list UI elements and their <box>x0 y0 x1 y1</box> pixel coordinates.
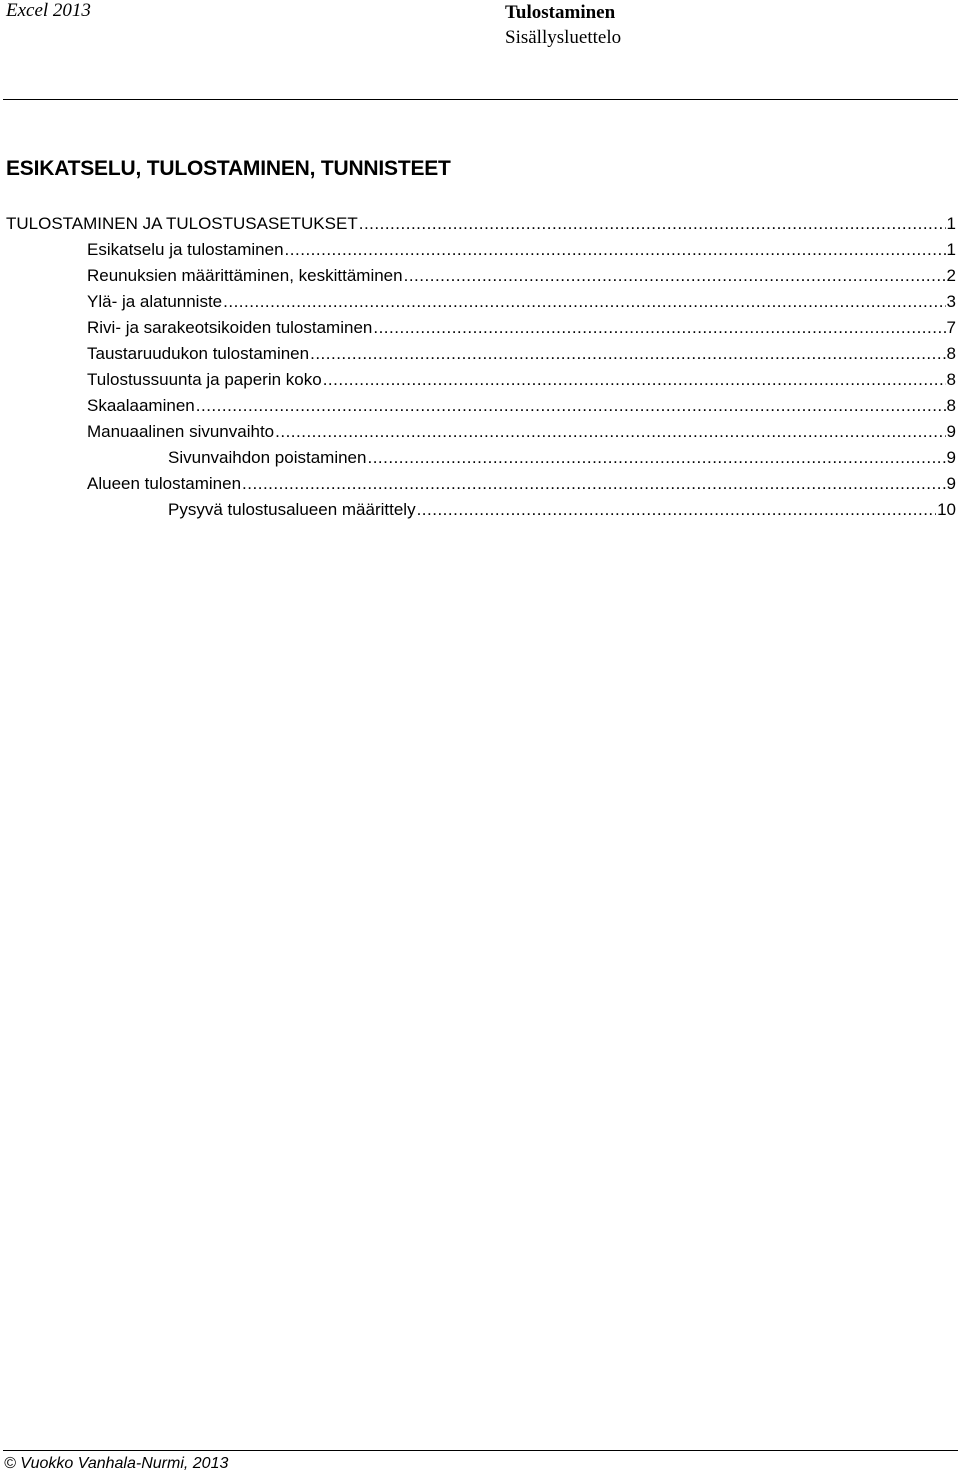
document-title: ESIKATSELU, TULOSTAMINEN, TUNNISTEET <box>6 157 451 180</box>
table-of-contents <box>0 211 956 523</box>
toc-dot-leader <box>275 419 945 445</box>
header-subtitle: Sisällysluettelo <box>505 27 622 48</box>
toc-entry[interactable] <box>0 341 956 367</box>
toc-dot-leader <box>367 445 945 471</box>
toc-entry-page: 9 <box>946 448 956 467</box>
toc-dot-leader <box>417 497 937 523</box>
toc-dot-leader <box>196 393 946 419</box>
toc-entry-page: 1 <box>946 214 956 233</box>
toc-entry-page: 3 <box>946 292 956 311</box>
toc-dot-leader <box>359 211 946 237</box>
toc-entry-page: 10 <box>937 500 956 519</box>
toc-entry-label: Reunuksien määrittäminen, keskittäminen <box>87 266 403 285</box>
toc-entry-label: Manuaalinen sivunvaihto <box>87 422 275 441</box>
toc-entry[interactable] <box>0 497 956 523</box>
toc-dot-leader <box>373 315 945 341</box>
toc-dot-leader <box>323 367 946 393</box>
toc-entry-label: Rivi- ja sarakeotsikoiden tulostaminen <box>87 318 373 337</box>
header-title: Tulostaminen <box>505 2 616 23</box>
header-app-name: Excel 2013 <box>6 0 91 21</box>
toc-entry-label: Ylä- ja alatunniste <box>87 292 223 311</box>
toc-dot-leader <box>310 341 945 367</box>
header-block <box>505 0 621 50</box>
toc-entry[interactable] <box>0 471 956 497</box>
toc-dot-leader <box>223 289 945 315</box>
footer-copyright: © Vuokko Vanhala-Nurmi, 2013 <box>4 1455 229 1472</box>
toc-entry-page: 9 <box>946 422 956 441</box>
toc-entry-page: 8 <box>946 344 956 363</box>
footer-divider <box>3 1450 958 1451</box>
toc-entry-label: Tulostussuunta ja paperin koko <box>87 370 322 389</box>
toc-entry[interactable] <box>0 211 956 237</box>
toc-entry-label: Taustaruudukon tulostaminen <box>87 344 310 363</box>
toc-entry[interactable] <box>0 263 956 289</box>
toc-entry-label: Skaalaaminen <box>87 396 195 415</box>
header-divider <box>3 99 958 100</box>
toc-entry[interactable] <box>0 315 956 341</box>
toc-entry-label: Sivunvaihdon poistaminen <box>168 448 367 467</box>
toc-entry-page: 2 <box>946 266 956 285</box>
toc-entry[interactable] <box>0 419 956 445</box>
toc-entry-label: Esikatselu ja tulostaminen <box>87 240 284 259</box>
toc-entry[interactable] <box>0 445 956 471</box>
toc-entry-label: TULOSTAMINEN JA TULOSTUSASETUKSET <box>6 214 358 233</box>
toc-dot-leader <box>404 263 946 289</box>
toc-entry-label: Alueen tulostaminen <box>87 474 242 493</box>
toc-entry[interactable] <box>0 367 956 393</box>
toc-entry-page: 7 <box>946 318 956 337</box>
toc-entry-page: 9 <box>946 474 956 493</box>
toc-entry-page: 8 <box>946 396 956 415</box>
toc-entry[interactable] <box>0 393 956 419</box>
toc-entry[interactable] <box>0 237 956 263</box>
toc-entry[interactable] <box>0 289 956 315</box>
toc-entry-label: Pysyvä tulostusalueen määrittely <box>168 500 416 519</box>
toc-dot-leader <box>285 237 946 263</box>
toc-dot-leader <box>242 471 945 497</box>
toc-entry-page: 1 <box>946 240 956 259</box>
toc-entry-page: 8 <box>946 370 956 389</box>
